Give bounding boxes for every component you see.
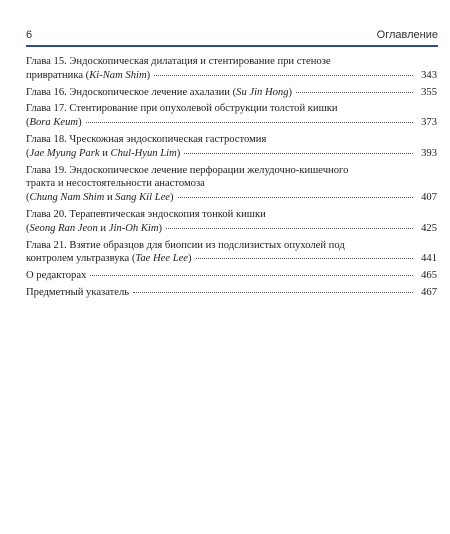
toc-entry-title-line: Глава 17. Стентирование при опухолевой обструкции толстой кишки — [26, 103, 338, 115]
toc-page-number: 343 — [421, 69, 437, 81]
toc-entry-text: ( — [26, 222, 30, 234]
running-head-title: Оглавление — [376, 29, 438, 41]
toc-page-number: 465 — [421, 270, 437, 282]
toc-entry-text: и — [99, 147, 111, 159]
toc-entry-text: ( — [26, 147, 30, 159]
toc-entry-text: ) — [146, 69, 151, 81]
toc-entry-text: О редакторах — [26, 270, 87, 282]
dot-leader — [296, 92, 413, 93]
toc-entry-author: Bora Keum — [29, 117, 79, 129]
toc-entry-text: Глава 16. Эндоскопическое лечение ахалазии ( — [26, 86, 237, 98]
dot-leader — [196, 258, 413, 259]
toc-page-number: 441 — [421, 253, 437, 265]
toc-entry-chapter-15[interactable] — [26, 55, 437, 83]
toc-entry-last-line — [26, 116, 437, 130]
toc-entry-last-line — [26, 69, 437, 83]
page-number: 6 — [26, 29, 33, 41]
toc-page-number: 467 — [421, 286, 437, 298]
toc-entry-author: Su Jin Hong — [236, 86, 289, 98]
toc-entry-text: привратника ( — [26, 69, 90, 81]
toc-entry-text: ) — [288, 86, 293, 98]
toc-entry-last-line — [26, 252, 437, 266]
toc-entry-last-line — [26, 286, 437, 300]
dot-leader — [133, 292, 413, 293]
dot-leader — [154, 75, 413, 76]
toc-page-number: 407 — [421, 192, 437, 204]
dot-leader — [178, 197, 413, 198]
toc-entry-chapter-16[interactable] — [26, 86, 437, 100]
header-rule — [26, 45, 438, 47]
toc-entry-author: Chul-Hyun Lim — [110, 147, 177, 159]
dot-leader — [86, 122, 413, 123]
toc-entry-author: Jae Myung Park — [29, 147, 100, 159]
dot-leader — [90, 275, 413, 276]
toc-entry-chapter-20[interactable] — [26, 208, 437, 236]
table-of-contents — [26, 55, 437, 303]
toc-entry-title-line: Глава 21. Взятие образцов для биопсии из подслизистых опухолей под — [26, 239, 345, 251]
toc-entry-author: Jin-Oh Kim — [108, 222, 159, 234]
toc-page-number: 373 — [421, 117, 437, 129]
toc-page-number: 393 — [421, 147, 437, 159]
toc-entry-last-line — [26, 147, 437, 161]
toc-entry-author: Seong Ran Jeon — [29, 222, 98, 234]
toc-entry-last-line — [26, 222, 437, 236]
toc-entry-last-line — [26, 269, 437, 283]
toc-entry-title-line: Глава 19. Эндоскопическое лечение перфорации желудочно-кишечного — [26, 164, 349, 176]
toc-entry-title-line: тракта и несостоятельности анастомоза — [26, 178, 205, 190]
toc-entry-text: ) — [176, 147, 181, 159]
toc-entry-text: ) — [78, 117, 82, 129]
toc-entry-text: контролем ультразвука ( — [26, 253, 136, 265]
toc-entry-text: ) — [158, 222, 163, 234]
toc-entry-title-line: Глава 20. Терапевтическая эндоскопия тонкой кишки — [26, 208, 266, 220]
toc-entry-chapter-17[interactable] — [26, 102, 437, 130]
toc-entry-author: Sang Kil Lee — [115, 192, 170, 204]
toc-entry-about-editors[interactable] — [26, 269, 437, 283]
toc-entry-chapter-21[interactable] — [26, 239, 437, 267]
toc-entry-last-line — [26, 86, 437, 100]
toc-entry-text: ) — [170, 192, 174, 204]
toc-entry-text: ( — [26, 117, 30, 129]
toc-entry-author: Chung Nam Shim — [29, 192, 105, 204]
toc-entry-author: Ki-Nam Shim — [89, 69, 147, 81]
toc-page-number: 425 — [421, 222, 437, 234]
toc-page-number: 355 — [421, 86, 437, 98]
toc-entry-author: Tae Hee Lee — [135, 253, 188, 265]
toc-entry-chapter-18[interactable] — [26, 133, 437, 161]
toc-entry-text: и — [104, 192, 116, 204]
toc-entry-title-line: Глава 15. Эндоскопическая дилатация и стентирование при стенозе — [26, 56, 331, 67]
toc-entry-title-line: Глава 18. Чрескожная эндоскопическая гастростомия — [26, 133, 267, 145]
toc-entry-chapter-19[interactable] — [26, 164, 437, 205]
toc-entry-last-line — [26, 191, 437, 205]
toc-entry-subject-index[interactable] — [26, 286, 437, 300]
toc-entry-text: и — [97, 222, 109, 234]
toc-entry-text: ( — [26, 192, 30, 204]
toc-entry-text: ) — [188, 253, 192, 265]
dot-leader — [166, 228, 413, 229]
dot-leader — [184, 153, 413, 154]
toc-entry-text: Предметный указатель — [26, 286, 130, 298]
